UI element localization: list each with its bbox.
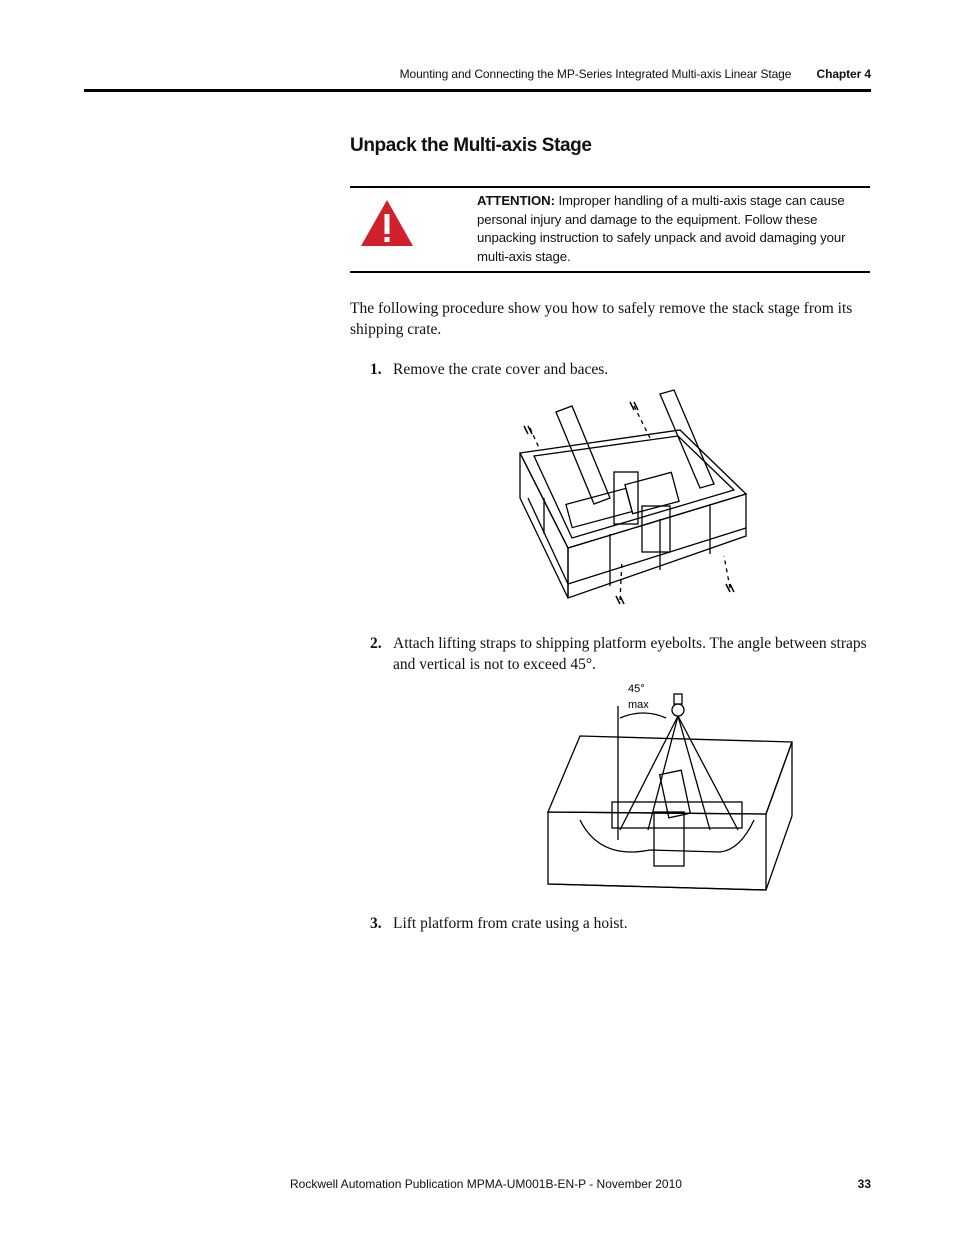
step-number: 2. (370, 635, 382, 652)
step-text: Lift platform from crate using a hoist. (393, 915, 628, 932)
attention-box (350, 186, 870, 273)
page-number: 33 (857, 1177, 871, 1191)
header-title: Mounting and Connecting the MP-Series Integrated Multi-axis Linear Stage (399, 67, 792, 81)
crate-removal-figure (510, 388, 760, 616)
warning-triangle-icon (359, 198, 415, 248)
lifting-illustration (540, 680, 800, 892)
angle-sublabel: max (628, 699, 649, 711)
step-text: Attach lifting straps to shipping platform eyebolts. The angle between straps and vertical is not to exceed 45°. (393, 635, 867, 673)
attention-label: ATTENTION: (477, 193, 555, 208)
footer-publication: Rockwell Automation Publication MPMA-UM001B-EN-P - November 2010 (290, 1177, 682, 1191)
step-number: 3. (370, 915, 382, 932)
section-title: Unpack the Multi-axis Stage (350, 135, 592, 156)
lifting-straps-figure (540, 680, 800, 892)
header-rule (84, 89, 871, 92)
attention-text (477, 192, 857, 266)
header-chapter: Chapter 4 (816, 67, 871, 81)
attention-body: Improper handling of a multi-axis stage can cause personal injury and damage to the equipment. Follow these unpacking instruction to safely unpack and avoid damaging your multi-axis stage. (477, 193, 846, 264)
step-number: 1. (370, 361, 382, 378)
crate-illustration (510, 388, 760, 616)
page-header (400, 67, 871, 81)
step-text: Remove the crate cover and baces. (393, 361, 609, 378)
intro-paragraph: The following procedure show you how to safely remove the stack stage from its shipping crate. (350, 300, 853, 338)
angle-label: 45° (628, 683, 645, 695)
